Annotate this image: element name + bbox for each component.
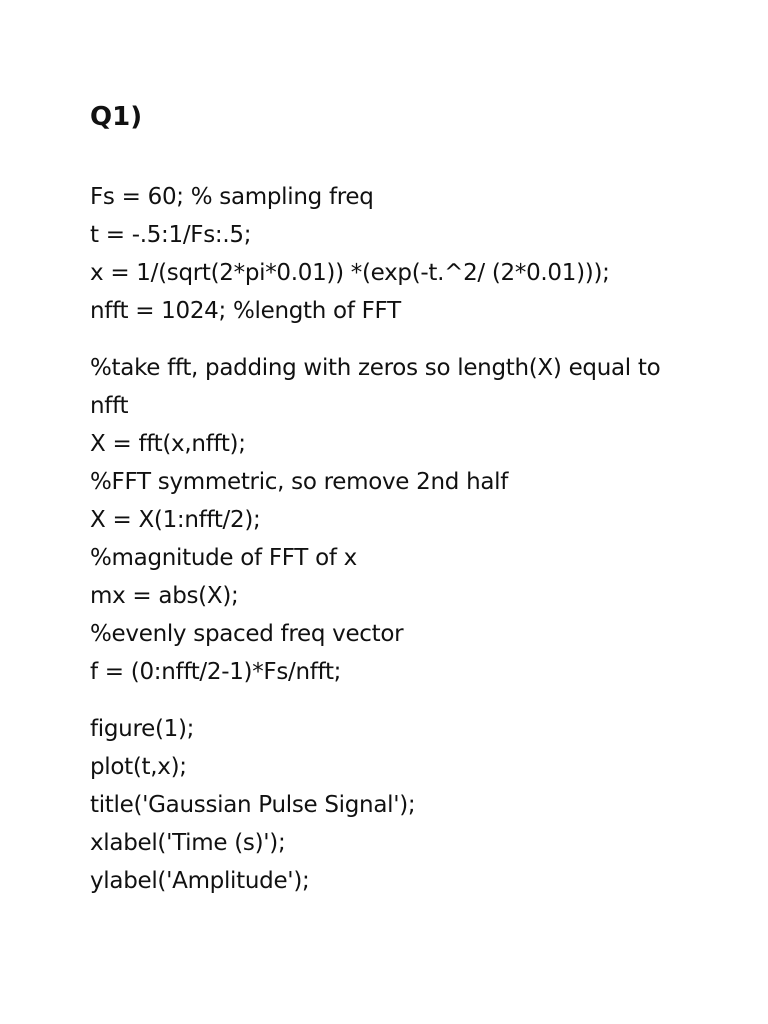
code-line: %magnitude of FFT of x	[90, 545, 357, 571]
code-line: x = 1/(sqrt(2*pi*0.01)) *(exp(-t.^2/ (2*0.01)));	[90, 260, 610, 286]
code-line: ylabel('Amplitude');	[90, 868, 310, 894]
code-line: title('Gaussian Pulse Signal');	[90, 792, 416, 818]
code-line: figure(1);	[90, 716, 195, 742]
code-line: mx = abs(X);	[90, 583, 239, 609]
code-line: xlabel('Time (s)');	[90, 830, 286, 856]
code-line: X = fft(x,nfft);	[90, 431, 246, 457]
code-line: %take fft, padding with zeros so length(X) equal to	[90, 355, 661, 381]
code-line: nfft = 1024; %length of FFT	[90, 298, 401, 324]
question-heading: Q1)	[90, 102, 143, 132]
code-line: t = -.5:1/Fs:.5;	[90, 222, 252, 248]
code-line: f = (0:nfft/2-1)*Fs/nfft;	[90, 659, 342, 685]
code-line: X = X(1:nfft/2);	[90, 507, 261, 533]
code-line: nfft	[90, 393, 129, 419]
code-line: %evenly spaced freq vector	[90, 621, 404, 647]
code-line: Fs = 60; % sampling freq	[90, 184, 374, 210]
code-line: plot(t,x);	[90, 754, 187, 780]
code-line: %FFT symmetric, so remove 2nd half	[90, 469, 509, 495]
